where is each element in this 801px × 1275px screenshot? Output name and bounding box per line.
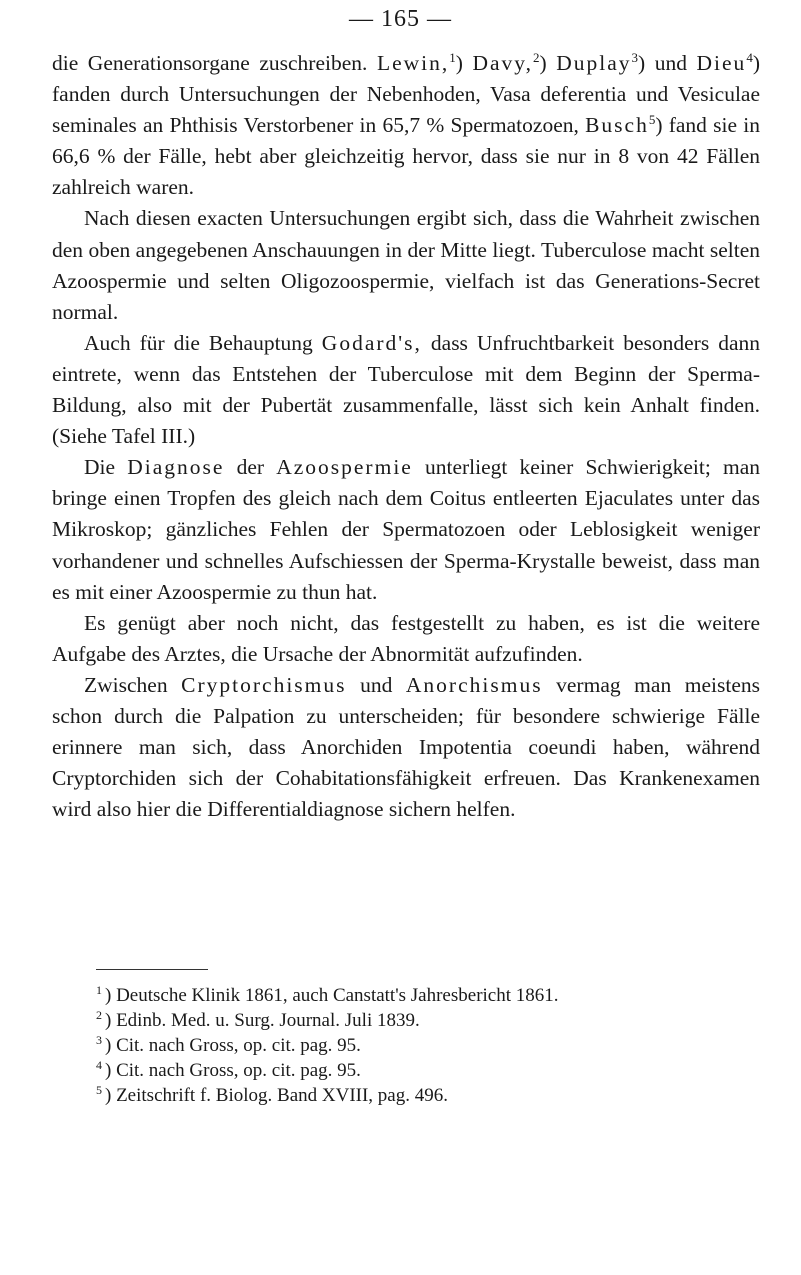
footnote-mark: 3 [96,1032,102,1047]
paragraph [52,203,760,327]
paragraph [52,670,760,825]
text-run: unterliegt keiner Schwierigkeit; man bringe einen Tropfen des gleich nach dem Coitus entleerten Ejaculates unter das Mikroskop; gänzliches Fehlen der Spermatozoen oder Leblosigkeit weniger vorhandener und schnelles Aufschiessen der Sperma-Krystalle beweist, dass man es mit einer Azoospermie zu thun hat. [52,455,761,604]
footnote-text: ) Cit. nach Gross, op. cit. pag. 95. [105,1035,361,1056]
text-run: vermag man meistens schon durch die Palpation zu unterscheiden; für besondere schwierige Fälle erinnere man sich, dass Anorchiden Impotentia coeundi haben, während Cryptorchiden sich der Cohabitationsfähigkeit erfreuen. Das Krankenexamen wird also hier die Differentialdiagnose sichern helfen. [52,672,760,822]
spaced-name: Anorchismus [405,672,543,697]
footnote [96,1058,756,1083]
spaced-name: Godard's, [321,330,422,355]
footnote [96,983,756,1008]
footnote-text: ) Zeitschrift f. Biolog. Band XVIII, pag. 496. [105,1085,448,1106]
text-run: ) fand sie in 66,6 % der Fälle, hebt aber gleichzeitig hervor, dass sie nur in 8 von 42 Fällen zahlreich waren. [52,113,760,200]
spaced-name: Diagnose [127,455,225,480]
page-number: — 165 — [349,6,452,32]
text-run: die Generationsorgane zuschreiben. [52,51,377,75]
footnote-text: ) Deutsche Klinik 1861, auch Canstatt's Jahresbericht 1861. [105,985,559,1006]
text-run: Zwischen [84,672,182,697]
spaced-name: Azoospermie [276,455,413,480]
text-run: ) fanden durch Untersuchungen der Nebenhoden, Vasa deferentia und Vesiculae seminales an Phthisis Verstorbener in 65,7 % Spermatozoen, [52,51,760,138]
text-run: der [224,455,277,480]
paragraph [52,48,760,203]
text-run: Auch für die Behauptung [84,330,322,355]
text-run: Nach diesen exacten Untersuchungen ergibt sich, dass die Wahrheit zwischen den oben angegebenen Anschauungen in der Mitte liegt. Tuberculose macht selten Azoospermie und selten Oligozoospermie, vielfach ist das Generations-Secret normal. [52,206,760,324]
footnote-ref: 3 [631,49,639,65]
footnote-mark: 1 [96,982,102,997]
footnote [96,1083,756,1108]
footnote-mark: 5 [96,1082,102,1097]
paragraph [52,328,760,452]
footnote-ref: 5 [648,112,656,128]
footnotes [96,983,756,1108]
footnote-text: ) Edinb. Med. u. Surg. Journal. Juli 1839. [105,1010,420,1031]
text-run: Die [84,455,128,480]
spaced-name: Davy, [472,51,534,75]
footnote-mark: 4 [96,1057,102,1072]
paragraph [52,452,760,607]
text-run: ) [539,51,557,75]
footnote-ref: 1 [449,49,456,65]
spaced-name: Duplay [556,51,632,75]
body-text [52,48,760,825]
spaced-name: Dieu [696,51,747,75]
text-run: dass Unfruchtbarkeit besonders dann eintrete, wenn das Entstehen der Tuberculose mit dem Beginn der Sperma-Bildung, also mit der Pubertät zusammenfalle, lässt sich kein Anhalt finden. (Siehe Tafel III.) [52,330,760,449]
footnote-ref: 4 [746,49,753,65]
text-run: ) [455,51,473,75]
footnote [96,1008,756,1033]
footnote-ref: 2 [533,49,540,65]
footnote-divider [96,969,208,970]
text-run: Es genügt aber noch nicht, das festgestellt zu haben, es ist die weitere Aufgabe des Arztes, die Ursache der Abnormität aufzufinden. [52,610,760,666]
spaced-name: Cryptorchismus [181,672,347,697]
text-run: und [346,672,406,697]
spaced-name: Lewin, [376,51,450,75]
paragraph [52,608,760,670]
footnote-mark: 2 [96,1007,102,1022]
text-run: ) und [638,51,697,75]
footnote-text: ) Cit. nach Gross, op. cit. pag. 95. [105,1060,361,1081]
footnote [96,1033,756,1058]
spaced-name: Busch [585,113,649,138]
